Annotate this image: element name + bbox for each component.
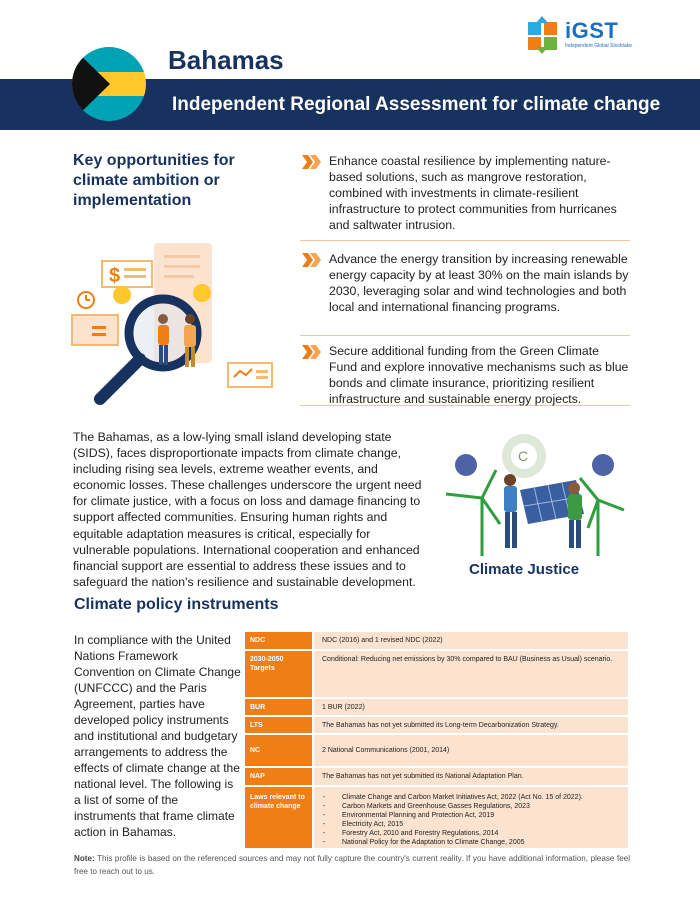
opportunities-list <box>300 153 630 406</box>
svg-text:C: C <box>518 448 529 464</box>
row-key: NAP <box>245 768 312 785</box>
magnifying-glass-illustration <box>62 243 284 411</box>
opportunity-item <box>300 153 630 241</box>
law-item: - Environmental Planning and Protection Act, 2019 <box>322 811 620 820</box>
row-key: NC <box>245 735 312 766</box>
table-row <box>245 632 628 649</box>
footnote <box>74 852 630 878</box>
policy-description: In compliance with the United Nations Framework Convention on Climate Change (UNFCCC) and the Paris Agreement, parties have developed policy instruments and institutional and budgetary arrangements to address the effects of climate change at the national level. The following is a list of some of the instruments that frame climate action in Bahamas. <box>74 633 241 839</box>
row-value: The Bahamas has not yet submitted its National Adaptation Plan. <box>314 768 628 785</box>
opportunity-item <box>300 241 630 336</box>
svg-text:$: $ <box>109 265 121 287</box>
law-item: - Forestry Act, 2010 and Forestry Regulations, 2014 <box>322 829 620 838</box>
law-item: - Climate Change and Carbon Market Initiatives Act, 2022 (Act No. 15 of 2022). <box>322 793 620 802</box>
opportunities-title: Key opportunities for climate ambition or implementation <box>73 152 235 209</box>
climate-justice-illustration <box>438 428 628 558</box>
row-key: 2030-2050 Targets <box>245 651 312 697</box>
igst-logo <box>525 14 645 56</box>
logo-subtext: Independent Global Stocktake <box>565 43 632 49</box>
page-subtitle: Independent Regional Assessment for climate change <box>172 94 661 115</box>
row-value: 2 National Communications (2001, 2014) <box>314 735 628 766</box>
climate-justice-label: Climate Justice <box>469 561 580 578</box>
intro-paragraph: The Bahamas, as a low-lying small island developing state (SIDS), faces disproportionate impacts from climate change, including rising sea levels, extreme weather events, and economic losses. These challenges underscore the urgent need for climate justice, with a focus on loss and damage financing to support affected communities. Ensuring human rights and equitable adaptation measures is critical, especially for vulnerable populations. International cooperation and enhanced financial support are essential to address these issues and to safeguard the nation's resilience and sustainable development. <box>73 430 422 589</box>
policy-section-title: Climate policy instruments <box>74 596 279 613</box>
row-value: 1 BUR (2022) <box>314 699 628 715</box>
opportunity-item <box>300 336 630 406</box>
opportunity-text: Advance the energy transition by increasing renewable energy capacity by at least 30% on the main islands by 2030, leveraging solar and wind technologies and both local and international financing programs. <box>329 252 629 314</box>
igst-logo-icon <box>525 16 561 54</box>
table-row <box>245 735 628 766</box>
policy-table <box>245 632 628 850</box>
row-value: Conditional: Reducing net emissions by 30% compared to BAU (Business as Usual) scenario. <box>314 651 628 697</box>
country-title: Bahamas <box>168 45 284 75</box>
row-value: NDC (2016) and 1 revised NDC (2022) <box>314 632 628 649</box>
table-row <box>245 768 628 785</box>
law-item: - Carbon Markets and Greenhouse Gasses Regulations, 2023 <box>322 802 620 811</box>
laws-list <box>322 793 620 847</box>
chevron-right-icon <box>302 253 322 267</box>
chevron-right-icon <box>302 345 322 359</box>
bahamas-flag-icon <box>72 47 146 121</box>
row-value: The Bahamas has not yet submitted its Long-term Decarbonization Strategy. <box>314 717 628 733</box>
law-item: - National Policy for the Adaptation to Climate Change, 2005 <box>322 838 620 847</box>
note-text: This profile is based on the referenced sources and may not fully capture the country's current reality. If you have additional information, please feel free to reach out to us. <box>74 854 630 876</box>
row-key: BUR <box>245 699 312 715</box>
row-key: Laws relevant to climate change <box>245 787 312 848</box>
row-value <box>314 787 628 848</box>
row-key: LTS <box>245 717 312 733</box>
table-row <box>245 787 628 848</box>
table-row <box>245 717 628 733</box>
opportunity-text: Secure additional funding from the Green Climate Fund and explore innovative mechanisms such as blue bonds and climate insurance, prioritizing resilient infrastructure and sustainable energy projects. <box>329 344 629 406</box>
table-row <box>245 699 628 715</box>
table-row <box>245 651 628 697</box>
logo-text: iGST <box>565 18 619 43</box>
opportunity-text: Enhance coastal resilience by implementing nature-based solutions, such as mangrove restoration, combined with investments in climate-resilient infrastructure to protect communities from hurricanes and saltwater intrusion. <box>329 154 617 232</box>
law-item: - Electricity Act, 2015 <box>322 820 620 829</box>
note-label: Note: <box>74 854 95 863</box>
chevron-right-icon <box>302 155 322 169</box>
row-key: NDC <box>245 632 312 649</box>
